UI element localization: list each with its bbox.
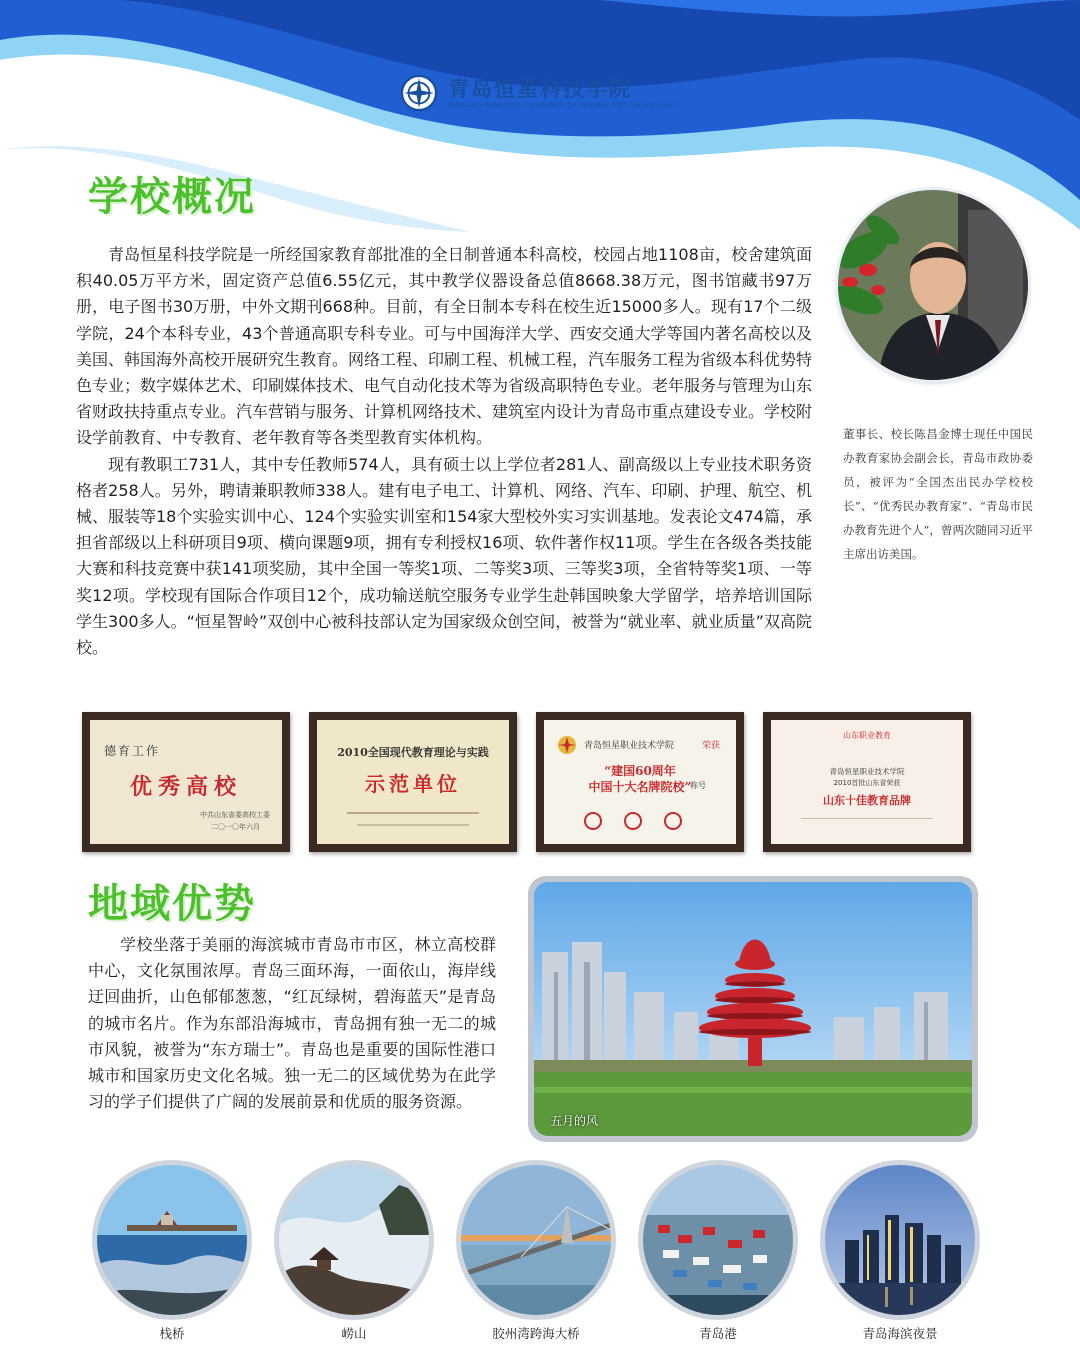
region-title: 地域优势 [88,881,256,927]
plaque-3-main: “建国60周年 [604,764,676,778]
president-caption: 董事长、校长陈昌金博士现任中国民办教育家协会副会长，青岛市政协委员，被评为“全国杰出民办学校校长”、“优秀民办教育家”、“青岛市民办教育先进个人”，曾两次随同习近平主席出访美国。 [843,427,1033,561]
plaque-4-line1: 青岛恒星职业技术学院 [829,767,905,776]
landmark-photo-night [820,1160,980,1320]
landmark-photo-laoshan [274,1160,434,1320]
plaque-3-main2: 中国十大名牌院校” [588,780,692,794]
plaque-4-main: 山东十佳教育品牌 [823,794,911,807]
landmark-label-zhanqiao: 栈桥 [159,1326,185,1341]
photo-caption: 五月的风 [550,1114,599,1128]
overview-title: 学校概况 [88,174,256,220]
school-name-cn: 青岛恒星科技学院 [448,76,632,101]
region-paragraph: 学校坐落于美丽的海滨城市青岛市市区，林立高校群中心，文化氛围浓厚。青岛三面环海，一面依山，海岸线迂回曲折，山色郁郁葱葱，“红瓦绿树，碧海蓝天”是青岛的城市名片。作为东部沿海城市，青岛拥有独一无二的城市风貌，被誉为“东方瑞士”。青岛也是重要的国际性港口城市和国家历史文化名城。独一无二的区域优势为在此学习的学子们提供了广阔的发展前景和优质的服务资源。 [88,935,496,1112]
plaque-4-top: 山东职业教育 [843,731,891,740]
plaque-2-top: 2010全国现代教育理论与实践 [337,746,489,759]
landmark-label-port: 青岛港 [699,1326,737,1341]
region-text [88,932,496,1115]
landmark-label-laoshan: 崂山 [341,1326,367,1341]
landmark-photo-zhanqiao [92,1160,252,1320]
may-wind-photo [528,876,978,1142]
school-logo [400,74,677,112]
award-plaque-2 [309,712,517,852]
school-emblem-icon [400,74,438,112]
overview-text [76,242,812,661]
landmark-label-bridge: 胶州湾跨海大桥 [492,1326,580,1341]
school-name-en: QINGDAO HENGXING UNIVERSITY OF SCIENCE AND TECHNOLOGY [448,101,678,109]
landmark-label-night: 青岛海滨夜景 [862,1326,938,1341]
plaque-2-main: 示范单位 [365,772,461,796]
plaque-1-date: 二〇一〇年六月 [211,823,260,831]
award-plaque-4 [763,712,971,852]
landmark-photo-port [638,1160,798,1320]
landmark-photo-bridge [456,1160,616,1320]
plaque-3-top: 青岛恒星职业技术学院 [584,741,675,751]
overview-paragraph-1: 青岛恒星科技学院是一所经国家教育部批准的全日制普通本科高校，校园占地1108亩，校舍建筑面积40.05万平方米，固定资产总值6.55亿元，其中教学仪器设备总值8668.38万元，图书馆藏书97万册，电子图书30万册，中外文期刊668种。目前，有全日制本专科在校生近15000多人。现有17个二级学院，24个本科专业，43个普通高职专科专业。可与中国海洋大学、西安交通大学等国内著名高校以及美国、韩国海外高校开展研究生教育。网络工程、印刷工程、机械工程，汽车服务工程为省级本科优势特色专业；数字媒体艺术、印刷媒体技术、电气自动化技术等为省级高职特色专业。老年服务与管理为山东省财政扶持重点专业。汽车营销与服务、计算机网络技术、建筑室内设计为青岛市重点建设专业。学校附设学前教育、中专教育、老年教育等各类型教育实体机构。 [76,245,813,448]
plaque-1-issuer: 中共山东省委高校工委 [200,811,270,819]
award-plaque-1 [82,712,290,852]
plaque-1-top: 德育工作 [104,744,161,758]
plaque-1-main: 优秀高校 [129,774,242,800]
plaque-4-line2: 2010首批山东省荣获 [833,779,901,787]
plaque-3-emblem-icon [556,734,578,756]
plaque-3-suffix: 称号 [690,781,706,790]
award-plaque-3 [536,712,744,852]
president-portrait [838,190,1028,380]
plaque-3-badge: 荣获 [701,741,720,751]
overview-paragraph-2: 现有教职工731人，其中专任教师574人，具有硕士以上学位者281人、副高级以上专业技术职务资格者258人。另外，聘请兼职教师338人。建有电子电工、计算机、网络、汽车、印刷、护理、航空、机械、服装等18个实验实训中心、124个实验实训室和154家大型校外实习实训基地。发表论文474篇，承担省部级以上科研项目9项、横向课题9项，拥有专利授权16项、软件著作权11项。学生在各级各类技能大赛和科技竞赛中获141项奖励，其中全国一等奖1项、二等奖3项、三等奖3项，全省特等奖1项、一等奖12项。学校现有国际合作项目12个，成功输送航空服务专业学生赴韩国映象大学留学，培养培训国际学生300多人。“恒星智岭”双创中心被科技部认定为国家级众创空间，被誉为“就业率、就业质量”双高院校。 [76,454,812,658]
